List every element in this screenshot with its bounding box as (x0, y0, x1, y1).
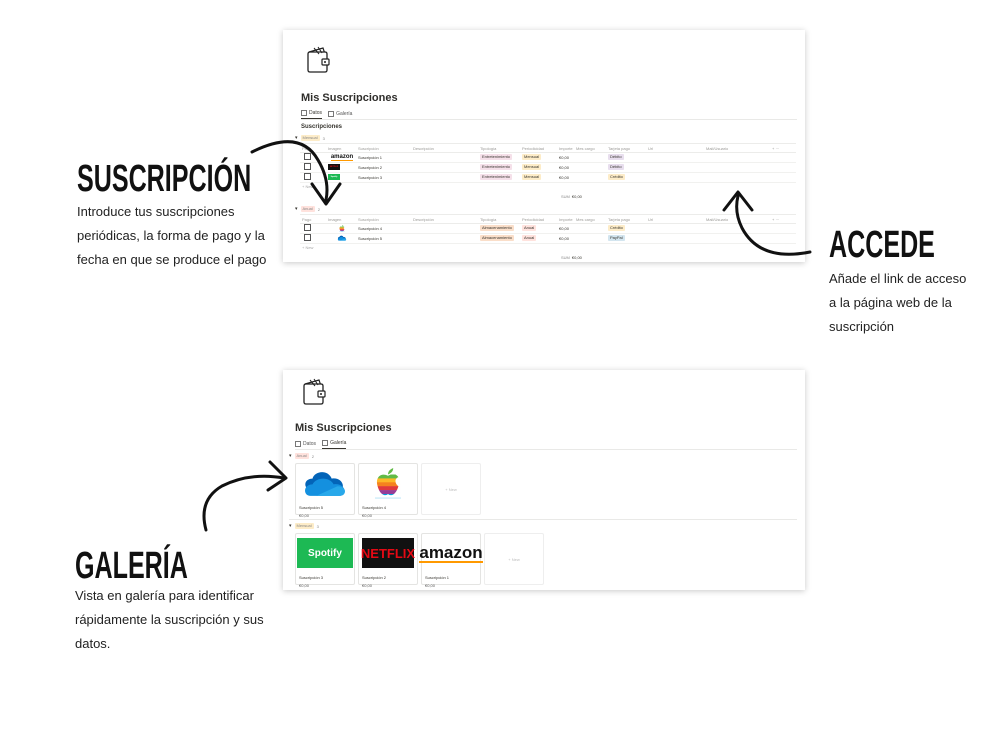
card-title: Suscripción 5 (299, 505, 324, 510)
column-header-label: Url (648, 145, 654, 151)
suscripcion-name: Suscripción 5 (358, 235, 383, 241)
suscripcion-name: Suscripción 1 (358, 154, 383, 160)
tipologia-tag: Entretenimiento (482, 154, 511, 159)
new-row-button[interactable]: + New (302, 184, 314, 189)
column-header-label: Importe (559, 145, 573, 151)
column-header-label: Pago (302, 216, 312, 222)
caret-down-icon[interactable]: ▾ (295, 135, 298, 141)
card-importe: €0,00 (362, 513, 373, 518)
tarjeta-tag: Crédito (610, 174, 623, 179)
more-columns-icon[interactable]: + ··· (772, 216, 780, 222)
column-header-label: Descripción (413, 145, 434, 151)
importe-value: €0,00 (559, 225, 570, 231)
column-header-label: Importe (559, 216, 573, 222)
column-header-label: Suscripción (358, 145, 379, 151)
spotify-wordmark: Spotify (330, 176, 338, 178)
accede-heading: ACCEDE (829, 224, 935, 266)
column-header-label: Imagen (328, 216, 342, 222)
tipologia-tag: Almacenamiento (482, 235, 512, 240)
group-count: 2 (317, 206, 320, 212)
card-importe: €0,00 (299, 583, 310, 588)
importe-value: €0,00 (559, 154, 570, 160)
amazon-wordmark: amazon (330, 153, 354, 160)
importe-value: €0,00 (559, 174, 570, 180)
group-tag: Mensual (302, 135, 318, 140)
suscripcion-name: Suscripción 4 (358, 225, 383, 231)
new-row-button[interactable]: + New (302, 245, 314, 250)
periodicidad-tag: Anual (524, 225, 535, 230)
card-importe: €0,00 (299, 513, 310, 518)
suscripcion-name: Suscripción 2 (358, 164, 383, 170)
sum-label: SUM (561, 255, 570, 260)
netflix-wordmark: NETFLIX (360, 545, 416, 561)
periodicidad-tag: Mensual (524, 174, 540, 179)
column-header-label: Descripción (413, 216, 434, 222)
tarjeta-tag: Débito (610, 164, 622, 169)
page-title: Mis Suscripciones (295, 422, 392, 434)
column-header-label: Periodicidad (522, 216, 545, 222)
periodicidad-tag: Mensual (524, 164, 540, 169)
column-header-label: Suscripción (358, 216, 379, 222)
caret-down-icon[interactable]: ▾ (295, 206, 298, 212)
suscripcion-name: Suscripción 3 (358, 174, 383, 180)
sum-value: €0,00 (571, 255, 582, 260)
suscripcion-heading: SUSCRIPCIÓN (77, 158, 252, 200)
group-tag: Anual (296, 453, 307, 458)
new-card-button[interactable]: + New (484, 533, 544, 585)
tipologia-tag: Entretenimiento (482, 164, 511, 169)
group-count: 3 (322, 135, 325, 141)
column-header-label: Imagen (328, 145, 342, 151)
column-header-label: Url (648, 216, 654, 222)
card-importe: €0,00 (362, 583, 373, 588)
group-count: 3 (316, 523, 319, 529)
sum-label: SUM (561, 194, 570, 199)
column-header-label: Periodicidad (522, 145, 545, 151)
caret-down-icon[interactable]: ▾ (289, 523, 292, 529)
galeria-heading: GALERÍA (75, 545, 188, 587)
suscripcion-description: Introduce tus suscripciones periódicas, la forma de pago y la fecha en que se produce el pago (77, 204, 267, 267)
column-header-label: Tipología (480, 145, 497, 151)
card-title: Suscripción 3 (299, 575, 324, 580)
card-title: Suscripción 1 (425, 575, 450, 580)
accede-description: Añade el link de acceso a la página web de la suscripción (829, 271, 967, 334)
tarjeta-tag: PayPal (610, 235, 623, 240)
tarjeta-tag: Débito (610, 154, 622, 159)
importe-value: €0,00 (559, 164, 570, 170)
column-header-label: Tipología (480, 216, 497, 222)
page-title: Mis Suscripciones (301, 92, 398, 104)
tab-datos[interactable]: Datos (301, 110, 322, 119)
sum-value: €0,00 (571, 194, 582, 199)
column-header-label: Pago (302, 145, 312, 151)
column-header-label: Mes cargo (576, 216, 595, 222)
spotify-wordmark: Spotify (308, 547, 342, 559)
tab-galeria[interactable]: Galería (328, 110, 352, 119)
column-header-label: Mail/Usuario (706, 216, 729, 222)
netflix-wordmark: NETFLIX (329, 166, 339, 168)
card-title: Suscripción 4 (362, 505, 387, 510)
tab-datos[interactable]: Datos (295, 440, 316, 449)
caret-down-icon[interactable]: ▾ (289, 453, 292, 459)
tipologia-tag: Almacenamiento (482, 225, 512, 230)
database-title: Suscripciones (301, 124, 343, 130)
galeria-description: Vista en galería para identificar rápidamente la suscripción y sus datos. (75, 588, 264, 651)
importe-value: €0,00 (559, 235, 570, 241)
periodicidad-tag: Mensual (524, 154, 540, 159)
new-card-button[interactable]: + New (421, 463, 481, 515)
group-tag: Anual (302, 206, 313, 211)
tarjeta-tag: Crédito (610, 225, 623, 230)
group-count: 2 (311, 453, 314, 459)
group-tag: Mensual (296, 523, 312, 528)
periodicidad-tag: Anual (524, 235, 535, 240)
amazon-wordmark: amazon (419, 542, 483, 562)
column-header-label: Mes cargo (576, 145, 595, 151)
card-importe: €0,00 (425, 583, 436, 588)
more-columns-icon[interactable]: + ··· (772, 145, 780, 151)
tab-galeria[interactable]: Galería (322, 440, 346, 449)
column-header-label: Mail/Usuario (706, 145, 729, 151)
column-header-label: Tarjeta pago (608, 216, 631, 222)
column-header-label: Tarjeta pago (608, 145, 631, 151)
card-title: Suscripción 2 (362, 575, 387, 580)
tipologia-tag: Entretenimiento (482, 174, 511, 179)
